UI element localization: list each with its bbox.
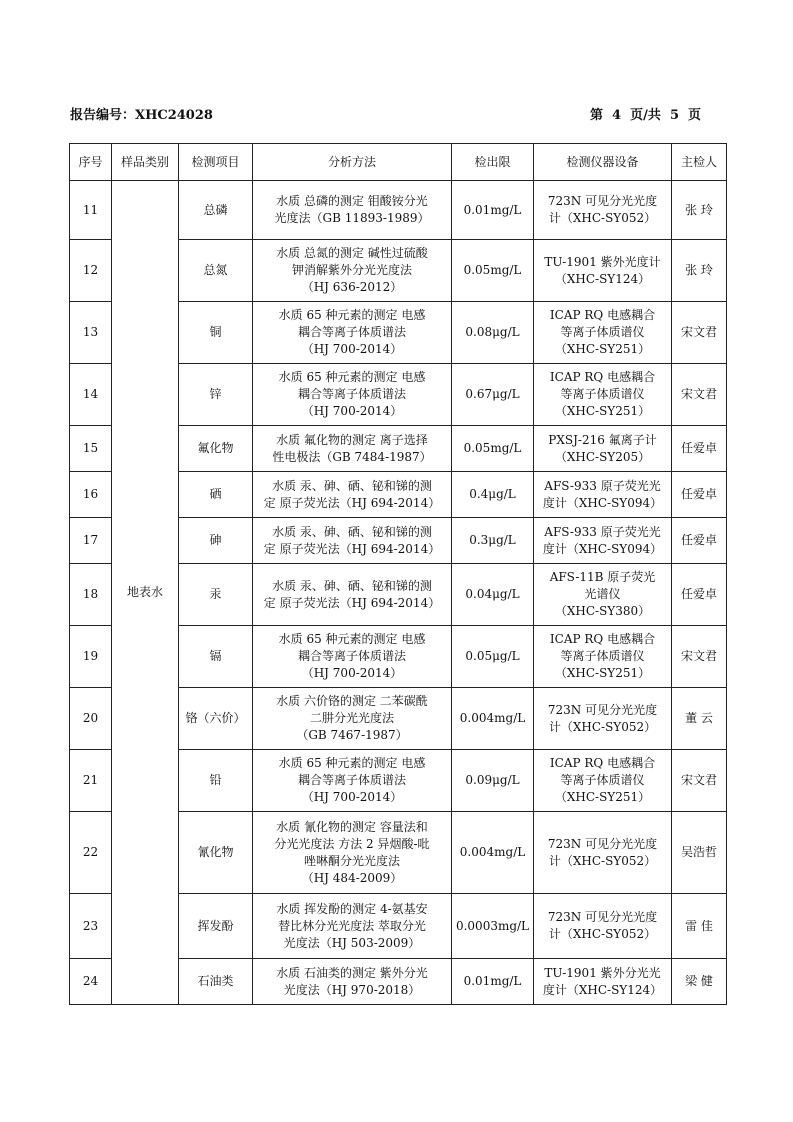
detection-limit-cell: 0.08μg/L — [452, 302, 534, 364]
row-number-cell: 15 — [70, 426, 112, 472]
test-item-cell: 挥发酚 — [179, 894, 253, 959]
column-header-inspector: 主检人 — [672, 144, 727, 181]
analysis-method-cell: 水质 总氮的测定 碱性过硫酸 钾消解紫外分光光度法 （HJ 636-2012） — [253, 240, 452, 302]
test-item-cell: 硒 — [179, 472, 253, 518]
instrument-cell: PXSJ-216 氟离子计 （XHC-SY205） — [534, 426, 672, 472]
instrument-cell: AFS-933 原子荧光光 度计（XHC-SY094） — [534, 472, 672, 518]
inspector-cell: 董 云 — [672, 688, 727, 750]
analysis-method-cell: 水质 总磷的测定 钼酸铵分光 光度法（GB 11893-1989） — [253, 181, 452, 240]
analysis-method-cell: 水质 挥发酚的测定 4-氨基安 替比林分光光度法 萃取分光 光度法（HJ 503-2009） — [253, 894, 452, 959]
test-item-cell: 镉 — [179, 626, 253, 688]
instrument-cell: 723N 可见分光光度 计（XHC-SY052） — [534, 688, 672, 750]
instrument-cell: ICAP RQ 电感耦合 等离子体质谱仪 （XHC-SY251） — [534, 626, 672, 688]
test-item-cell: 铬（六价） — [179, 688, 253, 750]
row-number-cell: 20 — [70, 688, 112, 750]
analysis-method-cell: 水质 65 种元素的测定 电感 耦合等离子体质谱法 （HJ 700-2014） — [253, 750, 452, 812]
column-header-instrument: 检测仪器设备 — [534, 144, 672, 181]
row-number-cell: 12 — [70, 240, 112, 302]
analysis-method-cell: 水质 65 种元素的测定 电感 耦合等离子体质谱法 （HJ 700-2014） — [253, 302, 452, 364]
test-item-cell: 锌 — [179, 364, 253, 426]
row-number-cell: 21 — [70, 750, 112, 812]
detection-limit-cell: 0.67μg/L — [452, 364, 534, 426]
column-header-item: 检测项目 — [179, 144, 253, 181]
instrument-cell: ICAP RQ 电感耦合 等离子体质谱仪 （XHC-SY251） — [534, 302, 672, 364]
row-number-cell: 17 — [70, 518, 112, 564]
analysis-method-cell: 水质 汞、砷、硒、铋和锑的测 定 原子荧光法（HJ 694-2014） — [253, 518, 452, 564]
detection-limit-cell: 0.05μg/L — [452, 626, 534, 688]
test-item-cell: 总磷 — [179, 181, 253, 240]
test-item-cell: 石油类 — [179, 959, 253, 1005]
instrument-cell: 723N 可见分光光度 计（XHC-SY052） — [534, 812, 672, 894]
analysis-method-cell: 水质 汞、砷、硒、铋和锑的测 定 原子荧光法（HJ 694-2014） — [253, 472, 452, 518]
detection-limit-cell: 0.05mg/L — [452, 240, 534, 302]
analysis-method-cell: 水质 氟化物的测定 离子选择 性电极法（GB 7484-1987） — [253, 426, 452, 472]
row-number-cell: 19 — [70, 626, 112, 688]
test-item-cell: 总氮 — [179, 240, 253, 302]
test-item-cell: 铅 — [179, 750, 253, 812]
row-number-cell: 11 — [70, 181, 112, 240]
detection-limit-cell: 0.004mg/L — [452, 812, 534, 894]
inspector-cell: 张 玲 — [672, 240, 727, 302]
analysis-method-cell: 水质 汞、砷、硒、铋和锑的测 定 原子荧光法（HJ 694-2014） — [253, 564, 452, 626]
row-number-cell: 18 — [70, 564, 112, 626]
analysis-method-cell: 水质 石油类的测定 紫外分光 光度法（HJ 970-2018） — [253, 959, 452, 1005]
inspector-cell: 张 玲 — [672, 181, 727, 240]
analysis-method-cell: 水质 氰化物的测定 容量法和 分光光度法 方法 2 异烟酸-吡 唑啉酮分光光度法 （HJ 484-2009） — [253, 812, 452, 894]
row-number-cell: 13 — [70, 302, 112, 364]
inspector-cell: 任爱卓 — [672, 564, 727, 626]
column-header-method: 分析方法 — [253, 144, 452, 181]
instrument-cell: AFS-11B 原子荧光 光谱仪 （XHC-SY380） — [534, 564, 672, 626]
instrument-cell: ICAP RQ 电感耦合 等离子体质谱仪 （XHC-SY251） — [534, 750, 672, 812]
row-number-cell: 24 — [70, 959, 112, 1005]
test-item-cell: 砷 — [179, 518, 253, 564]
analysis-method-cell: 水质 65 种元素的测定 电感 耦合等离子体质谱法 （HJ 700-2014） — [253, 626, 452, 688]
column-header-sample-type: 样品类别 — [112, 144, 179, 181]
test-item-cell: 铜 — [179, 302, 253, 364]
detection-limit-cell: 0.01mg/L — [452, 181, 534, 240]
instrument-cell: TU-1901 紫外光度计 （XHC-SY124） — [534, 240, 672, 302]
test-item-cell: 氟化物 — [179, 426, 253, 472]
inspector-cell: 宋文君 — [672, 364, 727, 426]
page-indicator: 第 4 页/共 5 页 — [590, 108, 702, 123]
row-number-cell: 23 — [70, 894, 112, 959]
detection-limit-cell: 0.01mg/L — [452, 959, 534, 1005]
inspector-cell: 宋文君 — [672, 626, 727, 688]
inspector-cell: 任爱卓 — [672, 518, 727, 564]
detection-limit-cell: 0.0003mg/L — [452, 894, 534, 959]
column-header-no: 序号 — [70, 144, 112, 181]
detection-limit-cell: 0.3μg/L — [452, 518, 534, 564]
row-number-cell: 22 — [70, 812, 112, 894]
column-header-limit: 检出限 — [452, 144, 534, 181]
analysis-method-cell: 水质 65 种元素的测定 电感 耦合等离子体质谱法 （HJ 700-2014） — [253, 364, 452, 426]
instrument-cell: AFS-933 原子荧光光 度计（XHC-SY094） — [534, 518, 672, 564]
analysis-method-cell: 水质 六价铬的测定 二苯碳酰 二肼分光光度法 （GB 7467-1987） — [253, 688, 452, 750]
detection-limit-cell: 0.4μg/L — [452, 472, 534, 518]
inspector-cell: 宋文君 — [672, 750, 727, 812]
detection-limit-cell: 0.09μg/L — [452, 750, 534, 812]
row-number-cell: 16 — [70, 472, 112, 518]
report-number: 报告编号：XHC24028 — [70, 108, 213, 123]
detection-limit-cell: 0.004mg/L — [452, 688, 534, 750]
table-row — [70, 181, 727, 240]
instrument-cell: ICAP RQ 电感耦合 等离子体质谱仪 （XHC-SY251） — [534, 364, 672, 426]
inspector-cell: 吴浩哲 — [672, 812, 727, 894]
test-item-cell: 汞 — [179, 564, 253, 626]
inspector-cell: 梁 健 — [672, 959, 727, 1005]
test-item-cell: 氰化物 — [179, 812, 253, 894]
row-number-cell: 14 — [70, 364, 112, 426]
instrument-cell: TU-1901 紫外分光光 度计（XHC-SY124） — [534, 959, 672, 1005]
inspector-cell: 任爱卓 — [672, 426, 727, 472]
detection-methods-table — [69, 143, 727, 1005]
instrument-cell: 723N 可见分光光度 计（XHC-SY052） — [534, 181, 672, 240]
table-header-row — [70, 144, 727, 181]
detection-limit-cell: 0.05mg/L — [452, 426, 534, 472]
detection-limit-cell: 0.04μg/L — [452, 564, 534, 626]
inspector-cell: 任爱卓 — [672, 472, 727, 518]
inspector-cell: 雷 佳 — [672, 894, 727, 959]
sample-type-cell: 地表水 — [112, 181, 179, 1005]
instrument-cell: 723N 可见分光光度 计（XHC-SY052） — [534, 894, 672, 959]
inspector-cell: 宋文君 — [672, 302, 727, 364]
